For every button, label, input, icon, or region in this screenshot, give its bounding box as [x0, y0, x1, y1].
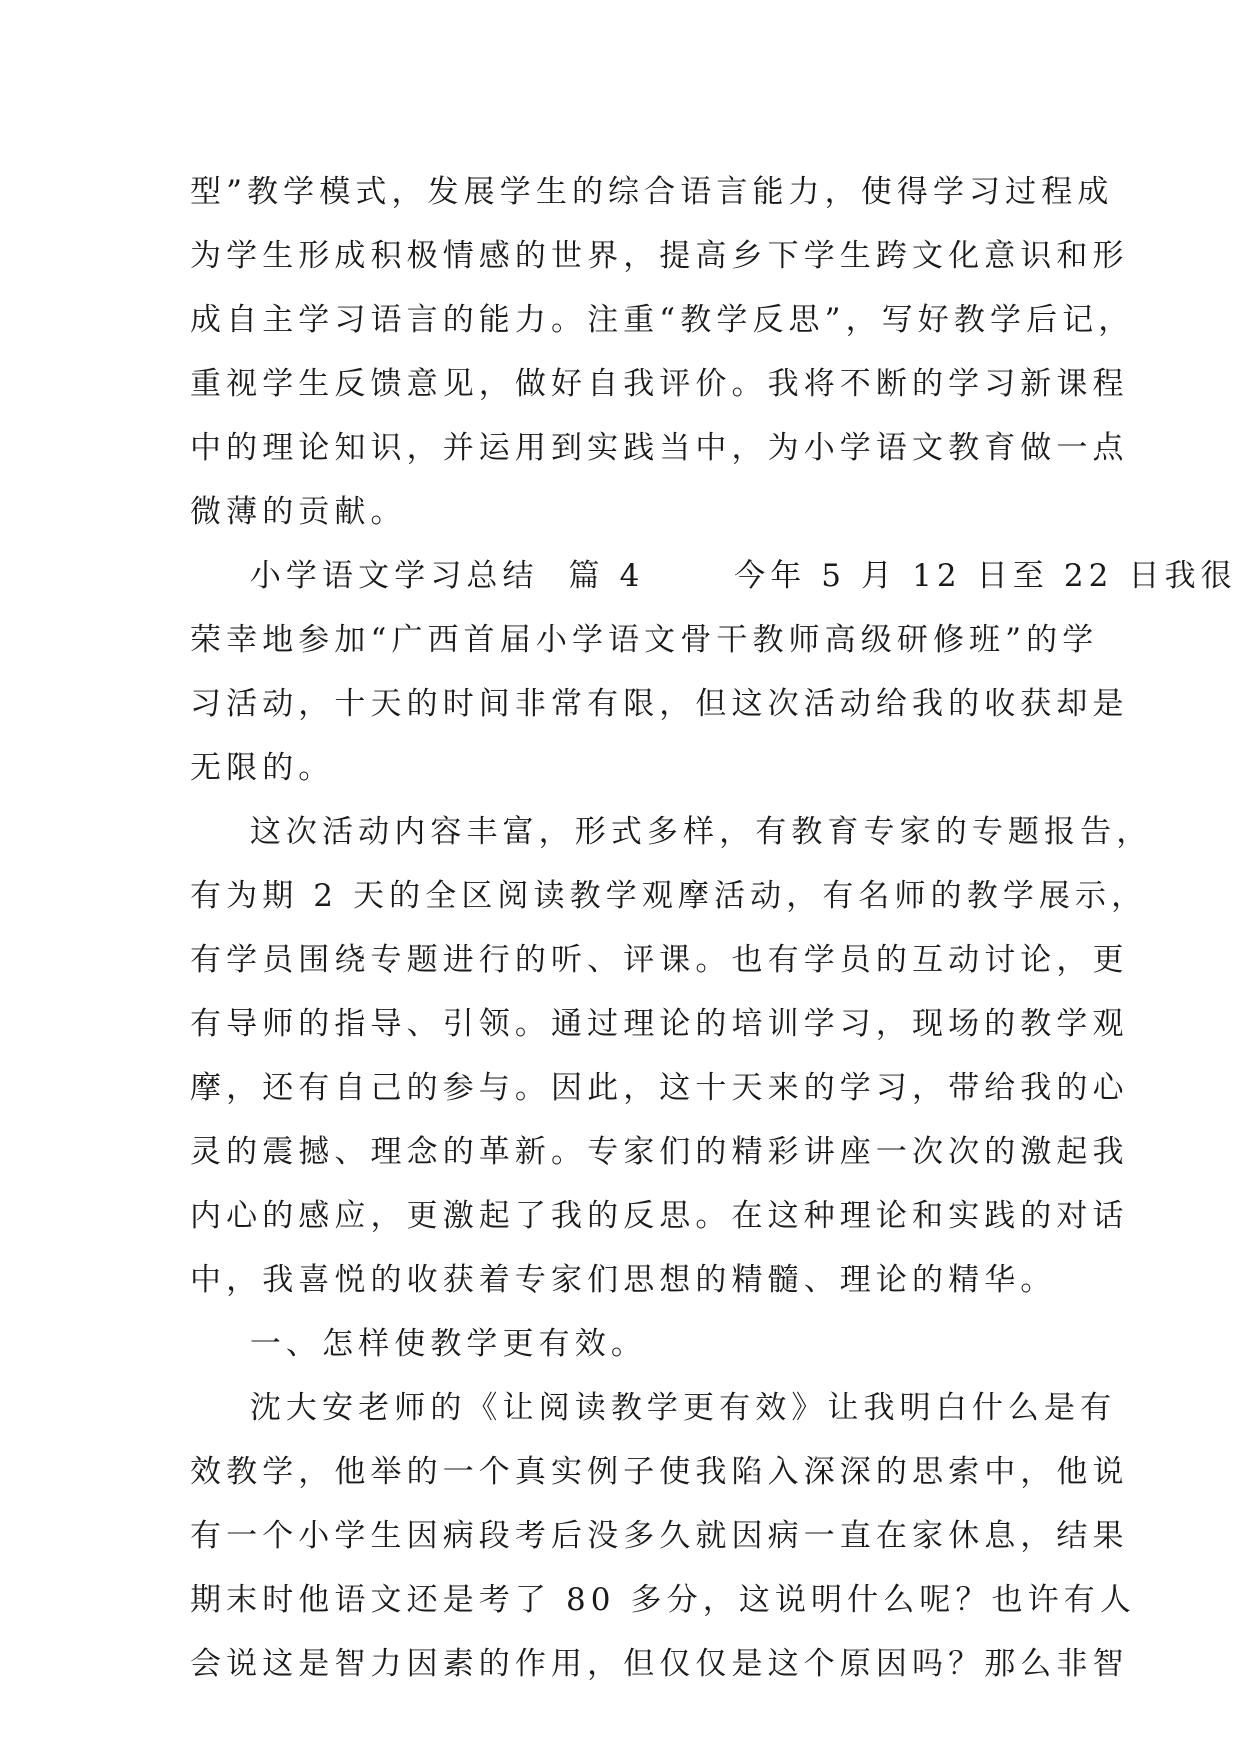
text-line: 有一个小学生因病段考后没多久就因病一直在家休息，结果 [190, 1518, 1129, 1554]
text-line: 为学生形成积极情感的世界，提高乡下学生跨文化意识和形 [190, 238, 1129, 274]
text-line: 无限的。 [190, 750, 335, 786]
text-line: 微薄的贡献。 [190, 494, 407, 530]
text-line: 中，我喜悦的收获着专家们思想的精髓、理论的精华。 [190, 1262, 1057, 1298]
text-line: 有导师的指导、引领。通过理论的培训学习，现场的教学观 [190, 1006, 1129, 1042]
text-line: 成自主学习语言的能力。注重“教学反思”，写好教学后记， [190, 302, 1135, 338]
section-heading-line: 小学语文学习总结 篇 4 今年 5 月 12 日至 22 日我很 [190, 558, 1237, 594]
text-line: 有学员围绕专题进行的听、评课。也有学员的互动讨论，更 [190, 942, 1129, 978]
text-line: 中的理论知识，并运用到实践当中，为小学语文教育做一点 [190, 430, 1129, 466]
text-line: 有为期 2 天的全区阅读教学观摩活动，有名师的教学展示， [190, 878, 1148, 914]
body-text [190, 160, 1237, 1696]
text-line: 效教学，他举的一个真实例子使我陷入深深的思索中，他说 [190, 1454, 1129, 1490]
text-line: 会说这是智力因素的作用，但仅仅是这个原因吗？那么非智 [190, 1646, 1129, 1682]
text-line: 型”教学模式，发展学生的综合语言能力，使得学习过程成 [190, 174, 1114, 210]
text-line: 荣幸地参加“广西首届小学语文骨干教师高级研修班”的学 [190, 622, 1099, 658]
text-line: 期末时他语文还是考了 80 多分，这说明什么呢？也许有人 [190, 1582, 1136, 1618]
text-line: 习活动，十天的时间非常有限，但这次活动给我的收获却是 [190, 686, 1129, 722]
text-line: 内心的感应，更激起了我的反思。在这种理论和实践的对话 [190, 1198, 1129, 1234]
text-line: 摩，还有自己的参与。因此，这十天来的学习，带给我的心 [190, 1070, 1129, 1106]
text-line: 沈大安老师的《让阅读教学更有效》让我明白什么是有 [190, 1390, 1117, 1426]
text-line: 重视学生反馈意见，做好自我评价。我将不断的学习新课程 [190, 366, 1129, 402]
text-line: 灵的震撼、理念的革新。专家们的精彩讲座一次次的激起我 [190, 1134, 1129, 1170]
text-line: 这次活动内容丰富，形式多样，有教育专家的专题报告， [190, 814, 1153, 850]
subheading-line: 一、怎样使教学更有效。 [190, 1326, 647, 1362]
